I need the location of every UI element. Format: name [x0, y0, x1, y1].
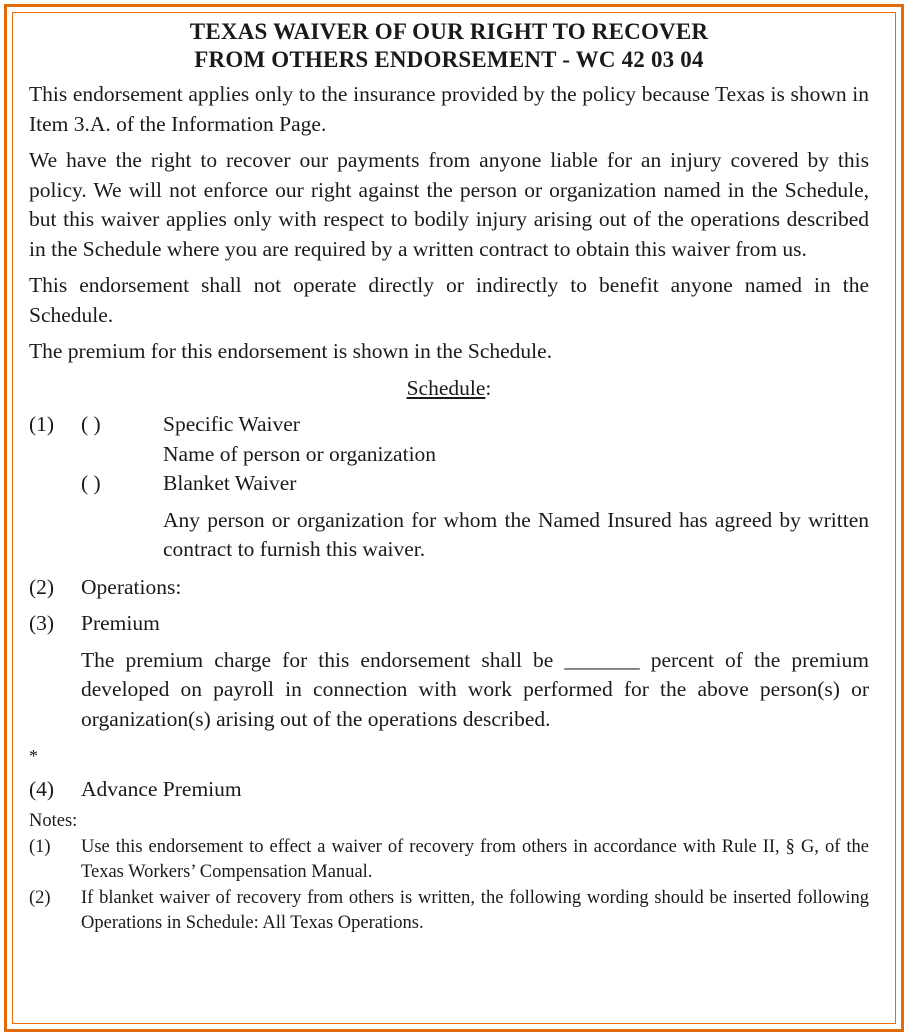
note-text: If blanket waiver of recovery from others is written, the following wording should be inserted following Operations in Schedule: All Texas Operations. — [81, 887, 869, 933]
title-line-2: FROM OTHERS ENDORSEMENT - WC 42 03 04 — [194, 47, 704, 72]
specific-waiver-label: Specific Waiver — [163, 412, 300, 436]
specific-waiver-checkbox[interactable]: ( ) — [81, 412, 101, 436]
note-item — [29, 886, 869, 937]
item-number: (1) — [29, 412, 55, 436]
note-number: (2) — [29, 887, 51, 908]
paragraph-premium-note: The premium for this endorsement is shown in the Schedule. — [29, 339, 553, 363]
advance-premium-label: Advance Premium — [81, 776, 242, 801]
item-number: (4) — [29, 776, 55, 801]
notes-section — [29, 809, 869, 937]
schedule-heading — [29, 374, 869, 404]
item-number: (3) — [29, 611, 55, 635]
title-line-1: TEXAS WAIVER OF OUR RIGHT TO RECOVER — [189, 19, 709, 44]
paragraph-recovery-right: We have the right to recover our payments from anyone liable for an injury covered by this policy. We will not enforce our right against the person or organization named in the Schedule, but this waiver applies only with respect to bodily injury arising out of the operations described in the Schedule where you are required by a written contract to obtain this waiver from us. — [29, 148, 869, 261]
notes-heading: Notes: — [29, 811, 78, 831]
blanket-waiver-description: Any person or organization for whom the Named Insured has agreed by written contract to furnish this waiver. — [163, 507, 869, 561]
schedule-heading-colon: : — [485, 375, 492, 400]
schedule-heading-text: Schedule — [406, 375, 486, 400]
blanket-waiver-checkbox[interactable]: ( ) — [81, 471, 101, 495]
paragraph-applicability: This endorsement applies only to the insurance provided by the policy because Texas is shown in Item 3.A. of the Information Page. — [29, 82, 869, 136]
premium-charge-text: The premium charge for this endorsement shall be _______ percent of the premium developed on payroll in connection with work performed for the above person(s) or organization(s) arising out of the operations described. — [81, 647, 869, 731]
schedule-item-1 — [29, 410, 869, 469]
item-number: (2) — [29, 574, 55, 599]
note-number: (1) — [29, 836, 51, 857]
endorsement-document — [29, 18, 869, 937]
specific-waiver-name-field: Name of person or organization — [163, 441, 437, 466]
blanket-waiver-row — [29, 469, 869, 499]
note-text: Use this endorsement to effect a waiver of recovery from others in accordance with Rule II, § G, of the Texas Workers’ Compensation Manual. — [81, 836, 869, 882]
asterisk-marker: * — [29, 746, 38, 766]
schedule-item-3 — [29, 609, 869, 639]
schedule-item-4 — [29, 775, 869, 805]
blanket-waiver-label: Blanket Waiver — [163, 471, 297, 495]
schedule-item-2 — [29, 573, 869, 603]
operations-label: Operations: — [81, 574, 182, 599]
premium-label: Premium — [81, 611, 160, 635]
note-item — [29, 835, 869, 886]
paragraph-no-benefit: This endorsement shall not operate directly or indirectly to benefit anyone named in the Schedule. — [29, 273, 869, 327]
document-title — [29, 18, 869, 74]
